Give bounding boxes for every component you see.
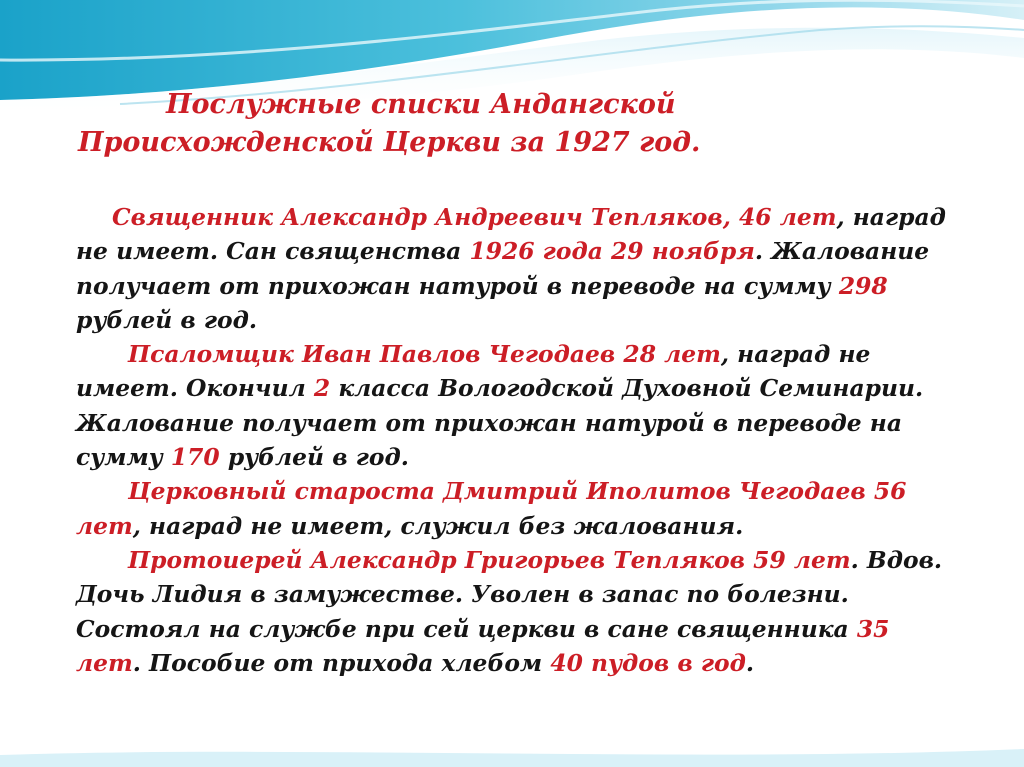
highlighted-text: 298: [838, 271, 888, 300]
body-text-segment: класса Вологодской Духовной Семинарии. Жалование получает от прихожан натурой в переводе на сумму: [76, 374, 924, 472]
paragraph-churchwarden: [76, 474, 946, 543]
highlighted-text: 1926 года 29 ноября: [469, 237, 755, 266]
highlighted-text: Церковный староста Дмитрий Иполитов Чегодаев 56 лет: [76, 477, 907, 540]
body-text-segment: , наград не имеет. Сан священства: [76, 203, 946, 266]
body-text-segment: . Вдов. Дочь Лидия в замужестве. Уволен в запас по болезни. Состоял на службе при сей церкви в сане священника: [76, 545, 943, 643]
highlighted-text: 2: [313, 374, 331, 403]
body-text-segment: , наград не имеет. Окончил: [76, 340, 871, 403]
body-text-segment: , наград не имеет, служил без жалования.: [132, 511, 744, 540]
highlighted-text: 170: [170, 443, 220, 472]
highlighted-text: 40 пудов в год: [550, 648, 746, 677]
body-text-segment: рублей в год.: [76, 305, 258, 334]
body-text-segment: .: [745, 648, 755, 677]
slide-title-text-1: Послужные списки Андангской: [166, 89, 676, 120]
body-text: [76, 200, 946, 680]
decorative-wave-footer: [0, 737, 1024, 767]
highlighted-text: Священник Александр Андреевич Тепляков, 46 лет: [112, 203, 837, 231]
highlighted-text: 35 лет: [76, 614, 890, 677]
body-text-segment: . Пособие от прихода хлебом: [132, 648, 551, 677]
paragraph-archpriest: [76, 543, 946, 680]
slide-title: [78, 86, 778, 162]
paragraph-priest: [76, 200, 946, 337]
slide-title-line-1: [78, 86, 778, 124]
body-text-segment: рублей в год.: [219, 443, 409, 472]
highlighted-text: Протоиерей Александр Григорьев Тепляков 59 лет: [128, 545, 851, 574]
slide-title-line-2: Происхожденской Церкви за 1927 год.: [78, 127, 701, 158]
highlighted-text: Псаломщик Иван Павлов Чегодаев 28 лет: [128, 340, 721, 369]
body-text-segment: . Жалование получает от прихожан натурой в переводе на сумму: [76, 237, 930, 300]
paragraph-psalmist: [76, 337, 946, 474]
